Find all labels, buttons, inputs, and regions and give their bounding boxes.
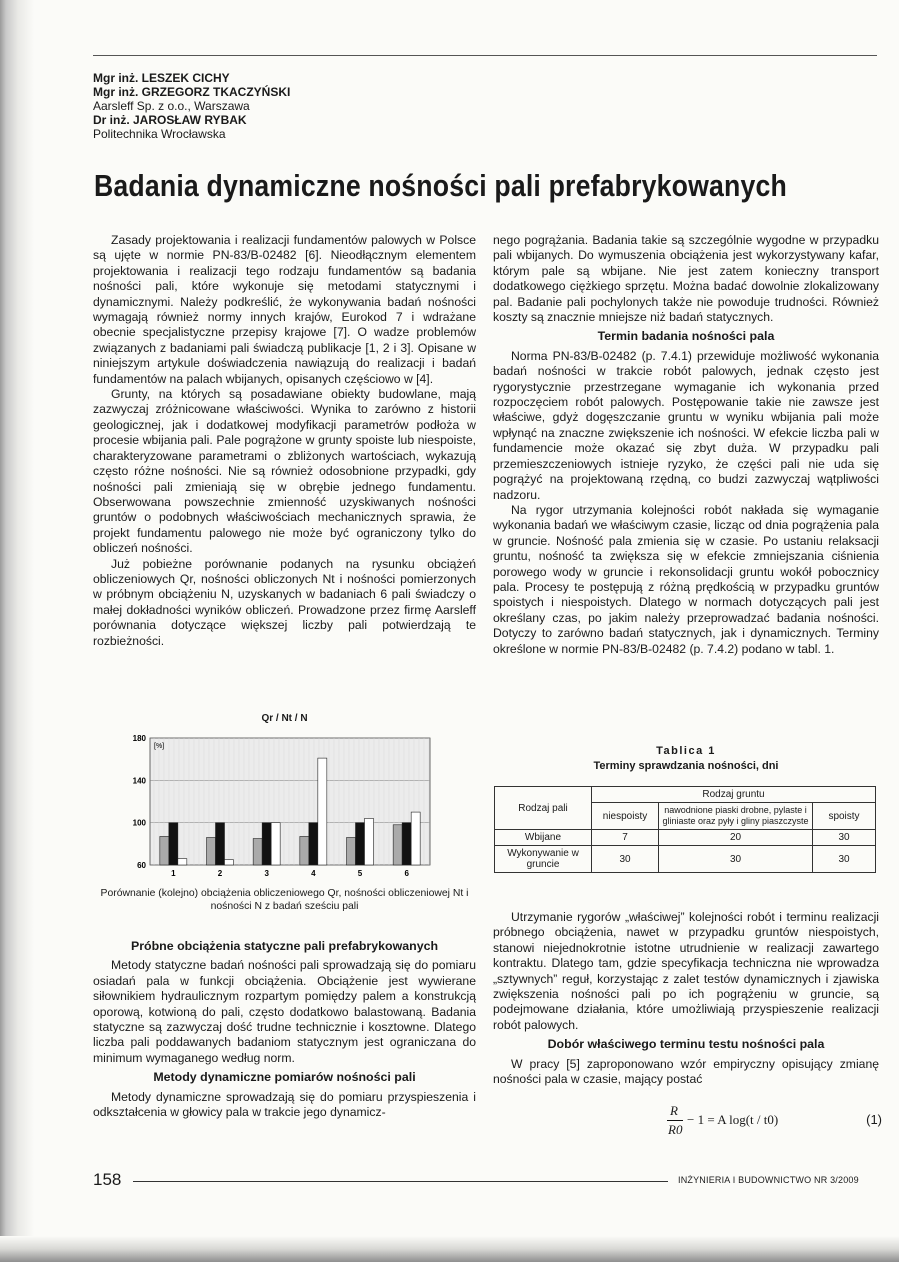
y-tick-label: 140	[132, 776, 146, 786]
table-row	[495, 830, 876, 846]
top-rule	[93, 55, 877, 56]
right-column-top	[493, 233, 879, 657]
bar-qr	[160, 836, 169, 865]
fraction-line	[667, 1120, 683, 1121]
scan-shadow-left	[0, 0, 34, 1262]
bar-qr	[207, 837, 216, 865]
paragraph: Już pobieżne porównanie podanych na rysunku obciążeń obliczeniowych Qr, nośności obliczonych Nt i nośności pomierzonych w próbnym obciążeniu N, uzyskanych w badaniach 6 pali świadczy o małej dokładności wyników obliczeń. Prowadzone przez firmę Aarsleff porównania dotyczące większej liczby pali potwierdzają te rozbieżności.	[93, 556, 476, 648]
paragraph: nego pogrążania. Badania takie są szczególnie wygodne w przypadku pali wbijanych. Do wymuszenia obciążenia jest wykorzystywany kafar, którym pale są wbijane. Nie jest zatem konieczny transport dodatkowego ciężkiego sprzętu. Można badać dowolnie zlokalizowany pal. Badanie pali pochylonych także nie powoduje trudności. Również koszty są znacznie mniejsze niż badań statycznych.	[493, 233, 879, 325]
y-tick-label: 180	[132, 734, 146, 743]
equation-number: (1)	[866, 1112, 882, 1127]
table-row-label: Wbijane	[495, 830, 592, 846]
paragraph: Zasady projektowania i realizacji fundamentów palowych w Polsce są ujęte w normie PN-83/B-02482 [6]. Nieodłącznym elementem projektowania i realizacji tego rodzaju fundamentów są badania nośności pali, które wykonuje się metodami statycznymi i dynamicznymi. Należy podkreślić, że wykonywania badań nośności wymagają również normy innych krajów, Eurokod 7 i wdrażane obecnie specjalistyczne przepisy krajowe [7]. O wadze problemów związanych z badaniami pali świadczą publikacje [1, 2 i 3]. Opisane w niniejszym artykule doświadczenia nawiązują do realizacji i badań fundamentów na palach wbijanych, opisanych częściowo w [4].	[93, 233, 476, 386]
paragraph: Na rygor utrzymania kolejności robót nakłada się wymaganie wykonania badań we właściwym czasie, licząc od dnia pogrążenia pala w gruncie. Nośność pala zmienia się w czasie. Po ustaniu relaksacji gruntu, nośność ta zwiększa się w efekcie zmniejszania ciśnienia porowego wody w gruncie i rekonsolidacji gruntu wokół pobocznicy pala. Procesy te postępują z różną prędkością w przypadku gruntów spoistych i niespoistych. Dlatego w normach dotyczących pali jest określany czas, po jakim należy przeprowadzać badania nośności. Dotyczy to zarówno badań statycznych, jak i dynamicznych. Terminy określone w normie PN-83/B-02482 (p. 7.4.2) podano w tabl. 1.	[493, 502, 879, 656]
paragraph: Metody dynamiczne sprowadzają się do pomiaru przyspieszenia i odkształcenia w głowicy pala w trakcie jego dynamicz-	[93, 1089, 476, 1120]
formula-denominator: R0	[668, 1122, 683, 1137]
bar-n	[178, 859, 187, 865]
bar-qr	[347, 837, 356, 865]
x-tick-label: 6	[404, 869, 409, 878]
article-title: Badania dynamiczne nośności pali prefabrykowanych	[94, 168, 787, 203]
data-table	[494, 786, 876, 873]
table-label: Tablica 1	[656, 745, 716, 757]
footer-rule	[133, 1181, 668, 1182]
y-tick-label: 60	[137, 861, 146, 870]
table-cell: 30	[592, 846, 659, 873]
bar-nt	[216, 823, 225, 865]
table-col-header: nawodnione piaski drobne, pylaste i gliniaste oraz pyły i gliny piaszczyste	[659, 803, 813, 830]
bar-n	[225, 860, 234, 865]
table-cell: 30	[813, 846, 876, 873]
left-column-top	[93, 233, 476, 649]
paragraph: Metody statyczne badań nośności pali sprowadzają się do pomiaru osiadań pala w funkcji obciążenia. Obciążenie jest wywierane siłownikiem hydraulicznym rozpartym pomiędzy palem a konstrukcją oporową, kotwioną do pali, często dodatkowo balastowaną. Badania statyczne są zazwyczaj dość trudne technicznie i kosztowne. Dlatego liczba pali poddawanych badaniom statycznym jest ograniczana do minimum wymaganego według norm.	[93, 958, 476, 1065]
paragraph: Grunty, na których są posadawiane obiekty budowlane, mają zazwyczaj zróżnicowane właściwości. Wynika to zarówno z historii geologicznej, jak i dodatkowej modyfikacji parametrów podłoża w procesie wbijania pali. Pale pogrążone w grunty spoiste lub niespoiste, charakteryzowane parametrami o zbliżonych wartościach, wykazują często różne nośności. Nie są również odosobnione przypadki, gdy nośności pali zmieniają się w obrębie jednego fundamentu. Obserwowana powszechnie zmienność uzyskiwanych nośności gruntów o podobnych właściwościach mechanicznych sprawia, że projekt fundamentu palowego nie może być ograniczony tylko do obliczeń nośności.	[93, 387, 476, 556]
author-2: Mgr inż. GRZEGORZ TKACZYŃSKI	[93, 85, 291, 99]
table-header-pile: Rodzaj pali	[495, 787, 592, 830]
bar-nt	[356, 823, 365, 865]
bar-qr	[393, 825, 402, 865]
table-col-header: niespoisty	[592, 803, 659, 830]
formula	[612, 1103, 882, 1147]
bar-nt	[262, 823, 271, 865]
table-cell: 30	[813, 830, 876, 846]
y-tick-label: 100	[132, 818, 146, 828]
table-cell: 30	[659, 846, 813, 873]
chart-title: Qr / Nt / N	[261, 713, 308, 724]
bar-n	[271, 823, 280, 865]
bar-n	[365, 818, 374, 865]
paragraph: Utrzymanie rygorów „właściwej” kolejności robót i terminu realizacji próbnego obciążenia, nawet w przypadku gruntów niespoistych, stanowi niejednokrotnie istotne utrudnienie w realizacji zawartego kontraktu. Dlatego tam, gdzie specyfikacja techniczna nie wprowadza „sztywnych” reguł, korzystając z zalet testów dynamicznych i zjawiska zwiększenia nośności pali po ich pogrążeniu w gruncie, są podejmowane działania, które umożliwiają przyspieszenie realizacji robót palowych.	[493, 910, 879, 1032]
chart-caption: Porównanie (kolejno) obciążenia obliczeniowego Qr, nośności obliczeniowej Nt i nośności N z badań sześciu pali	[100, 888, 469, 912]
x-tick-label: 2	[217, 869, 223, 878]
journal-name: INŻYNIERIA I BUDOWNICTWO NR 3/2009	[678, 1175, 859, 1185]
paragraph: W pracy [5] zaproponowano wzór empiryczny opisujący zmianę nośności pala w czasie, mający postać	[493, 1056, 879, 1087]
table-heading	[493, 744, 879, 774]
x-tick-label: 5	[357, 869, 363, 878]
author-1: Mgr inż. LESZEK CICHY	[93, 71, 230, 85]
bar-nt	[309, 823, 318, 865]
scan-shadow-bottom	[0, 1236, 899, 1262]
table-row-label: Wykonywanie w gruncie	[495, 846, 592, 873]
page-number: 158	[93, 1170, 122, 1189]
section-heading: Próbne obciążenia statyczne pali prefabrykowanych	[130, 939, 439, 953]
author-3: Dr inż. JAROSŁAW RYBAK	[93, 113, 247, 127]
table-title: Terminy sprawdzania nośności, dni	[593, 760, 779, 772]
table-cell: 7	[592, 830, 659, 846]
affiliation-2: Politechnika Wrocławska	[93, 127, 226, 141]
affiliation-1: Aarsleff Sp. z o.o., Warszawa	[93, 99, 250, 113]
bar-qr	[253, 839, 262, 865]
bar-n	[411, 812, 420, 865]
unit-label: [%]	[154, 743, 165, 750]
right-column-bottom	[493, 910, 879, 1087]
section-heading: Termin badania nośności pala	[597, 329, 775, 344]
bar-n	[318, 758, 327, 865]
x-tick-label: 1	[171, 869, 176, 878]
x-tick-label: 3	[264, 869, 269, 878]
section-heading: Metody dynamiczne pomiarów nośności pali	[153, 1070, 416, 1085]
plot-area	[150, 738, 430, 865]
x-tick-label: 4	[311, 869, 316, 878]
bar-qr	[300, 836, 309, 865]
table-col-header: spoisty	[813, 803, 876, 830]
bar-chart	[110, 728, 440, 880]
left-column-bottom	[93, 935, 476, 1120]
table-row	[495, 846, 876, 873]
table-cell: 20	[659, 830, 813, 846]
authors-block	[93, 71, 290, 141]
bar-nt	[402, 823, 411, 865]
bar-nt	[169, 823, 178, 865]
formula-expression: − 1 = A log(t / t0)	[687, 1112, 779, 1127]
table-header-soil: Rodzaj gruntu	[592, 787, 876, 803]
formula-numerator: R	[670, 1103, 678, 1118]
paragraph: Norma PN-83/B-02482 (p. 7.4.1) przewiduje możliwość wykonania badań nośności w trakcie robót palowych, jednak często jest rygorystycznie przestrzegane wymaganie ich wykonania przed rozpoczęciem robót palowych. Postępowanie takie nie zawsze jest właściwe, gdyż dogęszczanie gruntu w wyniku wbijania pali może wpłynąć na znaczne zwiększenie ich nośności. W efekcie liczba pali w fundamencie może okazać się zbyt duża. W przypadku pali przemieszczeniowych istnieje ryzyko, że części pali nie uda się pogrążyć na projektowaną rzędną, co budzi zazwyczaj wątpliwości nadzoru.	[493, 348, 879, 502]
section-heading: Dobór właściwego terminu testu nośności pala	[547, 1037, 825, 1052]
